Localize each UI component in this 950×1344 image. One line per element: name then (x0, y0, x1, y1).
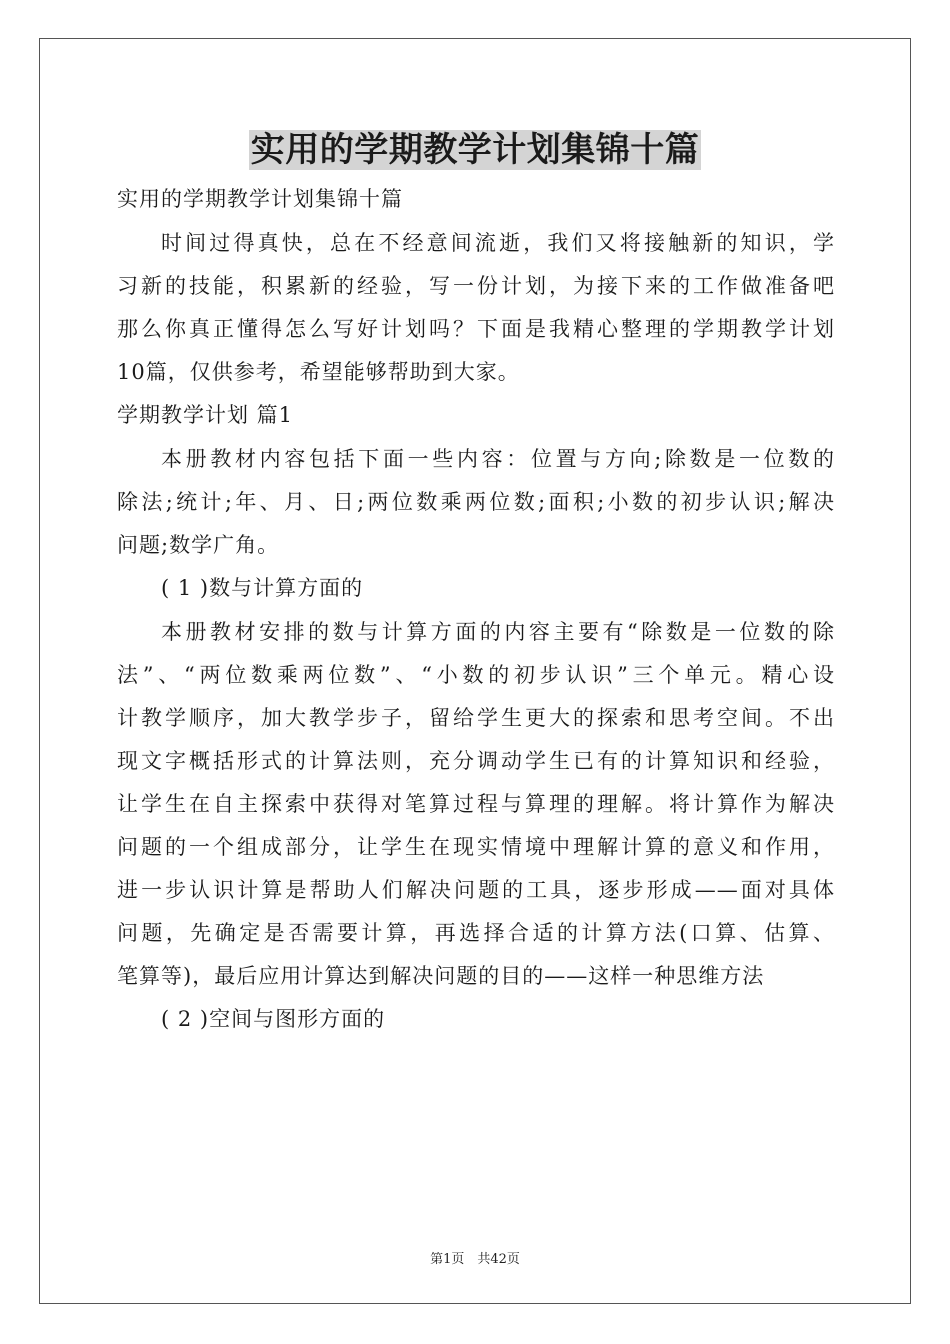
text-line: 现文字概括形式的计算法则，充分调动学生已有的计算知识和经验， (117, 748, 835, 773)
text-line: 习新的技能，积累新的经验，写一份计划，为接下来的工作做准备吧 (117, 273, 835, 298)
document-title-text: 实用的学期教学计划集锦十篇 (250, 130, 700, 170)
text-line: 时间过得真快，总在不经意间流逝，我们又将接触新的知识，学 (161, 230, 835, 255)
calculation-paragraph (117, 611, 835, 998)
text-line: 笔算等)，最后应用计算达到解决问题的目的——这样一种思维方法 (117, 963, 765, 988)
document-body (117, 178, 835, 1042)
subheading-geometry: ( 2 )空间与图形方面的 (161, 1007, 386, 1031)
text-line: 法”、“两位数乘两位数”、“小数的初步认识”三个单元。精心设 (117, 662, 835, 687)
text-line: 本册教材安排的数与计算方面的内容主要有“除数是一位数的除 (161, 619, 835, 644)
text-line: 问题的一个组成部分，让学生在现实情境中理解计算的意义和作用， (117, 834, 835, 859)
page-number: 第1页 共42页 (430, 1252, 520, 1267)
text-line: 那么你真正懂得怎么写好计划吗？下面是我精心整理的学期教学计划 (117, 316, 835, 341)
text-line: 本册教材内容包括下面一些内容：位置与方向;除数是一位数的 (161, 446, 835, 471)
document-title (0, 128, 950, 172)
intro-paragraph (117, 222, 835, 394)
content-paragraph (117, 438, 835, 567)
text-line: 进一步认识计算是帮助人们解决问题的工具，逐步形成——面对具体 (117, 877, 835, 902)
text-line: 计教学顺序，加大教学步子，留给学生更大的探索和思考空间。不出 (117, 705, 835, 730)
text-line: 让学生在自主探索中获得对笔算过程与算理的理解。将计算作为解决 (117, 791, 835, 816)
text-line: 除法;统计;年、月、日;两位数乘两位数;面积;小数的初步认识;解决 (117, 489, 835, 514)
document-subtitle: 实用的学期教学计划集锦十篇 (117, 187, 403, 211)
subheading-calculation: ( 1 )数与计算方面的 (161, 576, 364, 600)
text-line: 问题;数学广角。 (117, 532, 280, 557)
section-heading: 学期教学计划 篇1 (117, 403, 294, 427)
text-line: 10篇，仅供参考，希望能够帮助到大家。 (117, 359, 520, 384)
text-line: 问题，先确定是否需要计算，再选择合适的计算方法(口算、估算、 (117, 920, 835, 945)
